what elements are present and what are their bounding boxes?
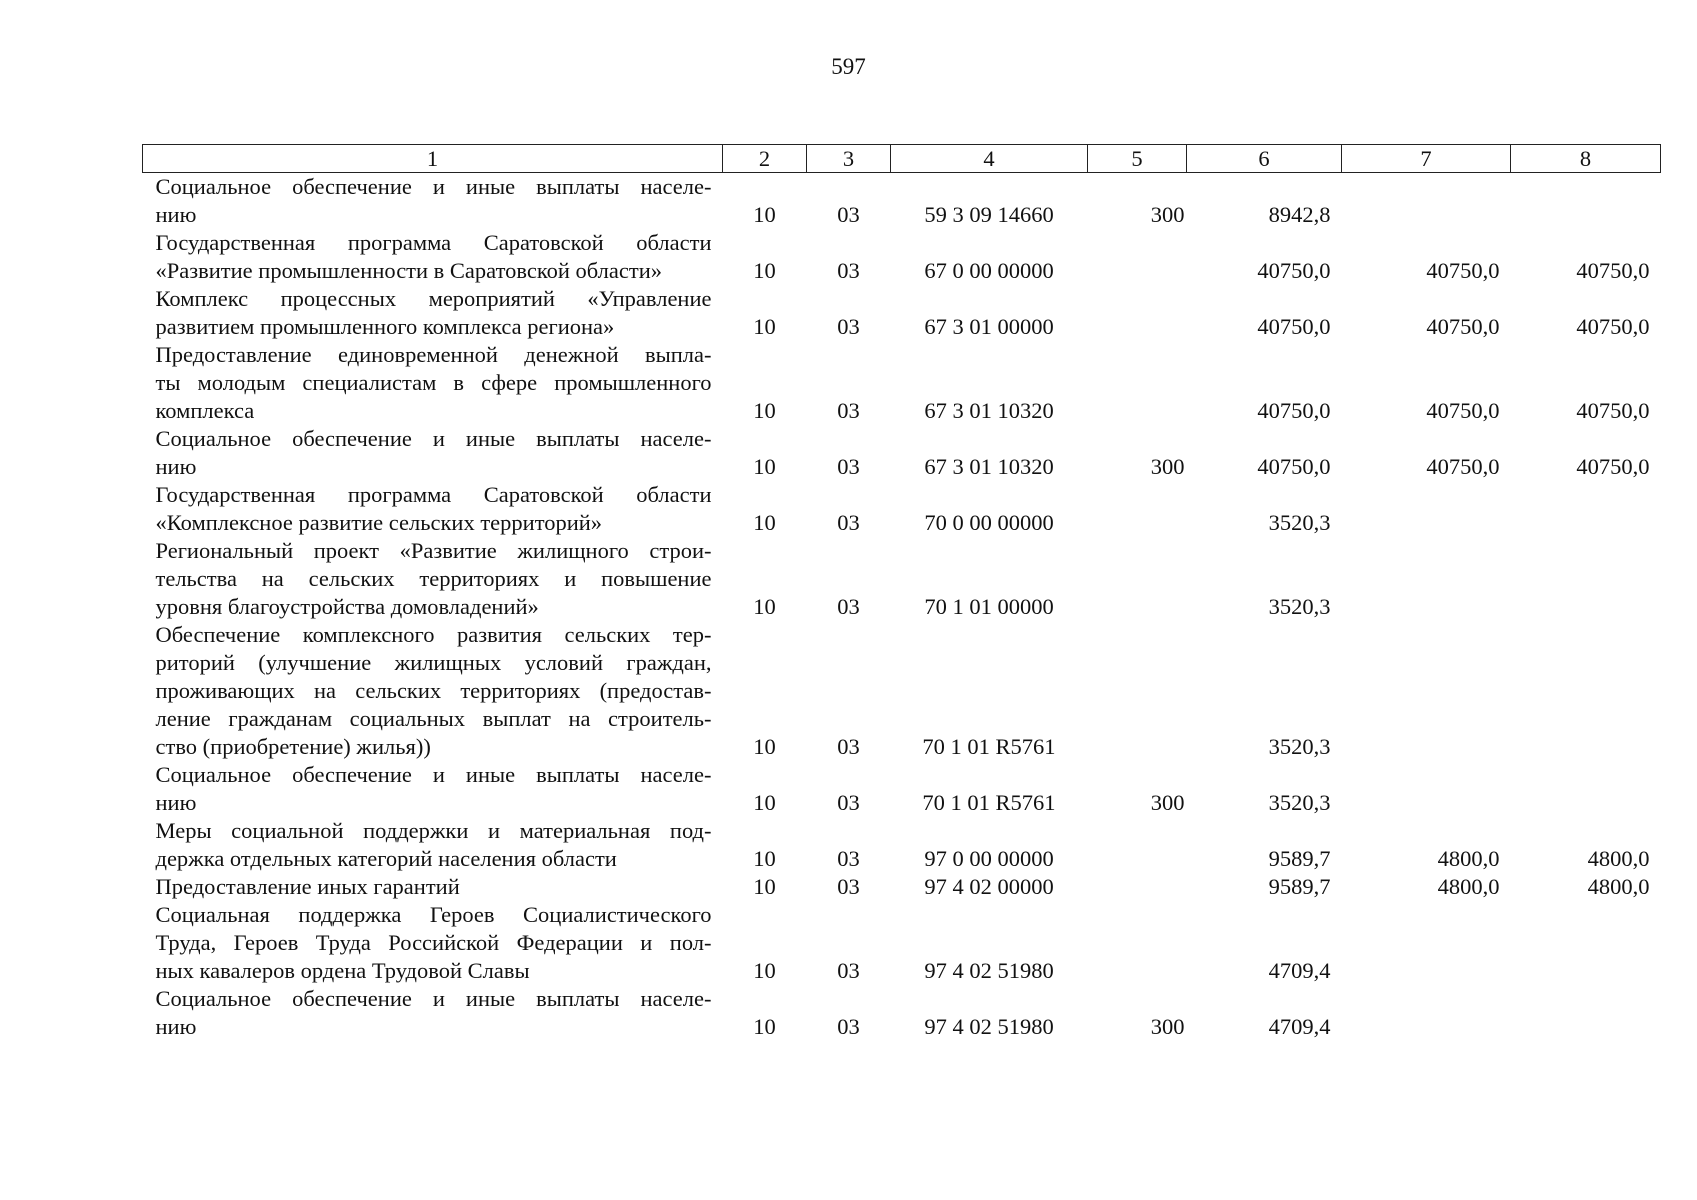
table-body	[143, 173, 1661, 1042]
subsection-code-cell: 03	[837, 398, 860, 423]
table-row	[143, 229, 1661, 285]
amount-col8-cell: 40750,0	[1576, 258, 1650, 283]
table-row	[143, 761, 1661, 817]
expense-type-cell	[1088, 229, 1187, 285]
target-article-cell: 59 3 09 14660	[924, 202, 1054, 227]
amount-col7-cell	[1342, 537, 1511, 621]
target-article-cell: 97 4 02 00000	[924, 874, 1054, 899]
column-header-4: 4	[891, 145, 1088, 173]
row-name-cell	[143, 341, 723, 425]
amount-col7-cell: 40750,0	[1426, 314, 1500, 339]
amount-col6-cell: 3520,3	[1268, 790, 1331, 815]
section-code-cell: 10	[753, 258, 776, 283]
amount-col8-cell	[1511, 481, 1661, 537]
row-name-line: Социальное обеспечение и иные выплаты населе-	[155, 174, 712, 199]
amount-col7-cell: 4800,0	[1437, 874, 1500, 899]
amount-col8-cell: 40750,0	[1576, 398, 1650, 423]
amount-col6-cell: 4709,4	[1268, 958, 1331, 983]
subsection-code-cell: 03	[837, 258, 860, 283]
row-name-line: тельства на сельских территориях и повышение	[155, 566, 712, 591]
amount-col8-cell: 40750,0	[1576, 454, 1650, 479]
subsection-code-cell: 03	[837, 1014, 860, 1039]
row-name-line: ление гражданам социальных выплат на строитель-	[155, 706, 712, 731]
section-code-cell: 10	[753, 398, 776, 423]
amount-col7-cell: 4800,0	[1437, 846, 1500, 871]
amount-col7-cell: 40750,0	[1426, 454, 1500, 479]
amount-col7-cell	[1342, 901, 1511, 985]
target-article-cell: 67 3 01 00000	[924, 314, 1054, 339]
amount-col7-cell: 40750,0	[1426, 398, 1500, 423]
column-header-7: 7	[1342, 145, 1511, 173]
row-name-line: Социальное обеспечение и иные выплаты населе-	[155, 426, 712, 451]
row-name-line: ство (приобретение) жилья))	[155, 734, 431, 759]
amount-col8-cell: 4800,0	[1587, 846, 1650, 871]
amount-col6-cell: 3520,3	[1268, 510, 1331, 535]
amount-col6-cell: 8942,8	[1268, 202, 1331, 227]
row-name-line: риторий (улучшение жилищных условий граждан,	[155, 650, 712, 675]
amount-col7-cell	[1342, 481, 1511, 537]
subsection-code-cell: 03	[837, 454, 860, 479]
target-article-cell: 70 1 01 R5761	[922, 790, 1056, 815]
table-row	[143, 985, 1661, 1041]
section-code-cell: 10	[753, 958, 776, 983]
subsection-code-cell: 03	[837, 874, 860, 899]
expense-type-cell: 300	[1150, 202, 1185, 227]
section-code-cell: 10	[753, 594, 776, 619]
amount-col7-cell	[1342, 621, 1511, 761]
subsection-code-cell: 03	[837, 594, 860, 619]
amount-col6-cell: 3520,3	[1268, 734, 1331, 759]
section-code-cell: 10	[753, 846, 776, 871]
budget-table	[142, 144, 1661, 1041]
row-name-cell	[143, 621, 723, 761]
section-code-cell: 10	[753, 734, 776, 759]
amount-col8-cell: 4800,0	[1587, 874, 1650, 899]
row-name-line: нию	[155, 202, 197, 227]
row-name-cell	[143, 873, 723, 901]
row-name-cell	[143, 817, 723, 873]
column-header-5: 5	[1088, 145, 1187, 173]
target-article-cell: 97 4 02 51980	[924, 1014, 1054, 1039]
row-name-line: ных кавалеров ордена Трудовой Славы	[155, 958, 530, 983]
row-name-cell	[143, 985, 723, 1041]
amount-col8-cell	[1511, 621, 1661, 761]
row-name-line: проживающих на сельских территориях (предостав-	[155, 678, 712, 703]
row-name-line: Региональный проект «Развитие жилищного строи-	[155, 538, 712, 563]
row-name-line: нию	[155, 790, 197, 815]
table-row	[143, 621, 1661, 761]
section-code-cell: 10	[753, 1014, 776, 1039]
subsection-code-cell: 03	[837, 510, 860, 535]
expense-type-cell	[1088, 901, 1187, 985]
amount-col6-cell: 40750,0	[1257, 454, 1331, 479]
target-article-cell: 97 4 02 51980	[924, 958, 1054, 983]
table-row	[143, 537, 1661, 621]
amount-col6-cell: 40750,0	[1257, 258, 1331, 283]
subsection-code-cell: 03	[837, 202, 860, 227]
table-row	[143, 873, 1661, 901]
row-name-line: уровня благоустройства домовладений»	[155, 594, 539, 619]
row-name-line: Государственная программа Саратовской области	[155, 230, 712, 255]
amount-col8-cell	[1511, 985, 1661, 1041]
column-header-3: 3	[807, 145, 891, 173]
target-article-cell: 70 0 00 00000	[924, 510, 1054, 535]
row-name-cell	[143, 229, 723, 285]
subsection-code-cell: 03	[837, 958, 860, 983]
expense-type-cell	[1088, 537, 1187, 621]
row-name-line: ты молодым специалистам в сфере промышленного	[155, 370, 712, 395]
page-number: 597	[831, 54, 866, 79]
row-name-line: комплекса	[155, 398, 255, 423]
amount-col6-cell: 9589,7	[1268, 846, 1331, 871]
amount-col7-cell	[1342, 761, 1511, 817]
row-name-cell	[143, 481, 723, 537]
row-name-line: развитием промышленного комплекса региона»	[155, 314, 615, 339]
row-name-line: нию	[155, 454, 197, 479]
amount-col7-cell	[1342, 985, 1511, 1041]
expense-type-cell: 300	[1150, 454, 1185, 479]
expense-type-cell	[1088, 873, 1187, 901]
section-code-cell: 10	[753, 510, 776, 535]
amount-col8-cell	[1511, 173, 1661, 230]
section-code-cell: 10	[753, 790, 776, 815]
table-row	[143, 425, 1661, 481]
section-code-cell: 10	[753, 314, 776, 339]
row-name-cell	[143, 425, 723, 481]
row-name-line: Социальное обеспечение и иные выплаты населе-	[155, 986, 712, 1011]
target-article-cell: 67 0 00 00000	[924, 258, 1054, 283]
row-name-line: Государственная программа Саратовской области	[155, 482, 712, 507]
amount-col8-cell: 40750,0	[1576, 314, 1650, 339]
amount-col8-cell	[1511, 761, 1661, 817]
row-name-cell	[143, 901, 723, 985]
row-name-line: Меры социальной поддержки и материальная под-	[155, 818, 712, 843]
subsection-code-cell: 03	[837, 314, 860, 339]
column-header-8: 8	[1511, 145, 1661, 173]
row-name-line: Обеспечение комплексного развития сельских тер-	[155, 622, 712, 647]
row-name-line: «Развитие промышленности в Саратовской области»	[155, 258, 663, 283]
row-name-line: Социальное обеспечение и иные выплаты населе-	[155, 762, 712, 787]
row-name-cell	[143, 285, 723, 341]
row-name-line: Предоставление иных гарантий	[155, 874, 460, 899]
row-name-cell	[143, 173, 723, 230]
table-row	[143, 817, 1661, 873]
row-name-line: Комплекс процессных мероприятий «Управление	[155, 286, 712, 311]
amount-col6-cell: 4709,4	[1268, 1014, 1331, 1039]
table-row	[143, 341, 1661, 425]
expense-type-cell: 300	[1150, 790, 1185, 815]
amount-col7-cell	[1342, 173, 1511, 230]
column-header-6: 6	[1187, 145, 1342, 173]
amount-col8-cell	[1511, 537, 1661, 621]
row-name-line: нию	[155, 1014, 197, 1039]
table-header-row	[143, 145, 1661, 173]
table-row	[143, 901, 1661, 985]
target-article-cell: 70 1 01 00000	[924, 594, 1054, 619]
section-code-cell: 10	[753, 874, 776, 899]
table-row	[143, 285, 1661, 341]
section-code-cell: 10	[753, 202, 776, 227]
expense-type-cell	[1088, 621, 1187, 761]
row-name-line: Социальная поддержка Героев Социалистического	[155, 902, 712, 927]
subsection-code-cell: 03	[837, 790, 860, 815]
row-name-line: держка отдельных категорий населения области	[155, 846, 617, 871]
section-code-cell: 10	[753, 454, 776, 479]
expense-type-cell	[1088, 341, 1187, 425]
expense-type-cell	[1088, 285, 1187, 341]
expense-type-cell	[1088, 481, 1187, 537]
amount-col8-cell	[1511, 901, 1661, 985]
amount-col7-cell: 40750,0	[1426, 258, 1500, 283]
target-article-cell: 70 1 01 R5761	[922, 734, 1056, 759]
subsection-code-cell: 03	[837, 734, 860, 759]
table-row	[143, 173, 1661, 230]
expense-type-cell	[1088, 817, 1187, 873]
target-article-cell: 97 0 00 00000	[924, 846, 1054, 871]
amount-col6-cell: 40750,0	[1257, 314, 1331, 339]
subsection-code-cell: 03	[837, 846, 860, 871]
table-row	[143, 481, 1661, 537]
column-header-2: 2	[723, 145, 807, 173]
amount-col6-cell: 9589,7	[1268, 874, 1331, 899]
amount-col6-cell: 3520,3	[1268, 594, 1331, 619]
row-name-line: Труда, Героев Труда Российской Федерации и пол-	[155, 930, 712, 955]
row-name-cell	[143, 761, 723, 817]
row-name-line: «Комплексное развитие сельских территорий»	[155, 510, 603, 535]
amount-col6-cell: 40750,0	[1257, 398, 1331, 423]
expense-type-cell: 300	[1150, 1014, 1185, 1039]
column-header-1: 1	[143, 145, 723, 173]
target-article-cell: 67 3 01 10320	[924, 398, 1054, 423]
target-article-cell: 67 3 01 10320	[924, 454, 1054, 479]
row-name-line: Предоставление единовременной денежной выпла-	[155, 342, 712, 367]
row-name-cell	[143, 537, 723, 621]
